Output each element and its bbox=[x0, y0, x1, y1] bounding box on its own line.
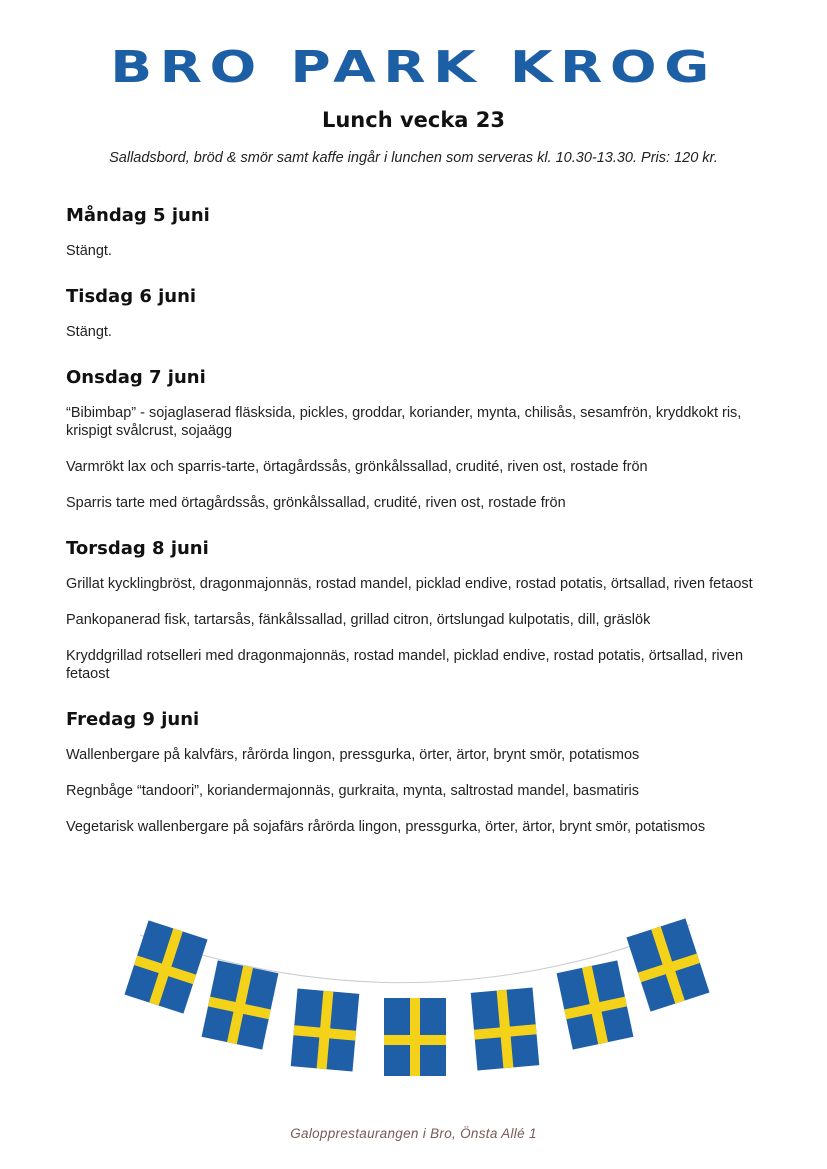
swedish-flag bbox=[384, 998, 446, 1076]
dish-item: Sparris tarte med örtagårdssås, grönkålssallad, crudité, riven ost, rostade frön bbox=[66, 495, 566, 511]
dish-item: Varmrökt lax och sparris-tarte, örtagårdssås, grönkålssallad, crudité, riven ost, rostade frön bbox=[66, 459, 648, 475]
page-subtitle: Lunch vecka 23 bbox=[321, 108, 506, 132]
day-section bbox=[66, 538, 786, 683]
swedish-flag bbox=[124, 920, 207, 1013]
day-section bbox=[66, 367, 786, 512]
dish-item: Stängt. bbox=[66, 324, 112, 340]
day-title: Måndag 5 juni bbox=[66, 205, 210, 226]
dish-item: Vegetarisk wallenbergare på sojafärs rårörda lingon, pressgurka, örter, ärtor, brynt smör, potatismos bbox=[66, 819, 706, 835]
dish-item: Kryddgrillad rotselleri med dragonmajonnäs, rostad mandel, picklad endive, rostad potatis, örtsallad, riven fetaost bbox=[66, 648, 744, 682]
day-section bbox=[66, 709, 786, 836]
footer-address: Galopprestaurangen i Bro, Önsta Allé 1 bbox=[290, 1126, 537, 1141]
day-title: Fredag 9 juni bbox=[66, 709, 200, 730]
swedish-flag bbox=[202, 960, 279, 1049]
day-section bbox=[66, 205, 786, 260]
swedish-flag-bunting bbox=[0, 905, 827, 1095]
dish-item: Pankopanerad fisk, tartarsås, fänkålssallad, grillad citron, örtslungad kulpotatis, dill, gräslök bbox=[66, 612, 651, 628]
dish-item: Wallenbergare på kalvfärs, rårörda lingon, pressgurka, örter, ärtor, brynt smör, potatismos bbox=[66, 747, 640, 763]
swedish-flag bbox=[471, 987, 540, 1070]
day-title: Torsdag 8 juni bbox=[66, 538, 209, 559]
day-section bbox=[66, 286, 786, 341]
brand-title: BRO PARK KROG bbox=[110, 42, 717, 93]
dish-item: Grillat kycklingbröst, dragonmajonnäs, rostad mandel, picklad endive, rostad potatis, örtsallad, riven fetaost bbox=[66, 576, 753, 592]
dish-item: Regnbåge “tandoori”, koriandermajonnäs, gurkraita, mynta, saltrostad mandel, basmatiris bbox=[66, 783, 640, 799]
day-title: Tisdag 6 juni bbox=[66, 286, 197, 307]
flag-cross-horizontal bbox=[384, 1035, 446, 1045]
menu-list bbox=[66, 205, 786, 854]
dish-item: “Bibimbap” - sojaglaserad fläsksida, pickles, groddar, koriander, mynta, chilisås, sesamfrön, kryddkokt ris, krispigt svålcrust, sojaägg bbox=[66, 405, 742, 439]
swedish-flag bbox=[291, 988, 360, 1071]
swedish-flag bbox=[557, 960, 634, 1049]
swedish-flag bbox=[626, 918, 709, 1011]
lunch-intro: Salladsbord, bröd & smör samt kaffe ingår i lunchen som serveras kl. 10.30-13.30. Pris: 120 kr. bbox=[109, 150, 718, 166]
day-title: Onsdag 7 juni bbox=[66, 367, 206, 388]
dish-item: Stängt. bbox=[66, 243, 112, 259]
